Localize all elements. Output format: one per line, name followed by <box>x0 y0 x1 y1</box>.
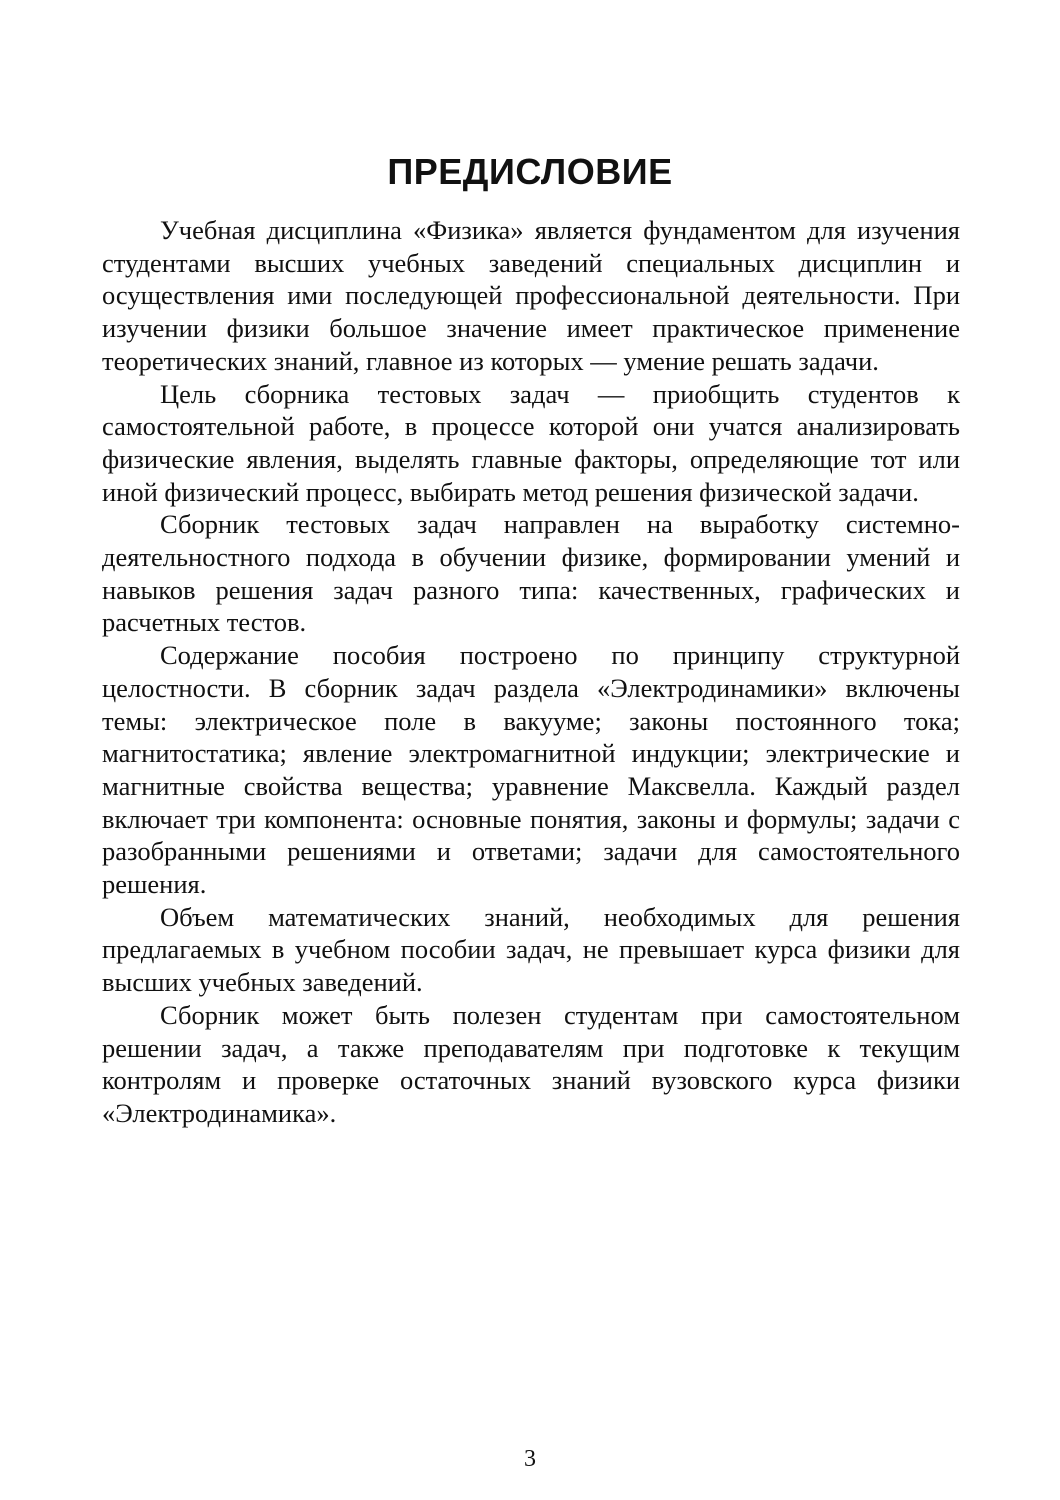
paragraph-4: Содержание пособия построено по принципу структурной целостности. В сборник задач раздела «Электродинамики» включены темы: электрическое поле в вакууме; законы постоянного тока; магнитостатика; явление электромагнитной индукции; электрические и магнитные свойства вещества; уравнение Максвелла. Каждый раздел включает три компонента: основные понятия, законы и формулы; задачи с разобранными решениями и ответами; задачи для самостоятельного решения. <box>102 640 960 900</box>
paragraph-6: Сборник может быть полезен студентам при самостоятельном решении задач, а также преподавателям при подготовке к текущим контролям и проверке остаточных знаний вузовского курса физики «Электродинамика». <box>102 999 960 1128</box>
page-title: ПРЕДИСЛОВИЕ <box>387 151 673 192</box>
paragraph-1: Учебная дисциплина «Физика» является фундаментом для изучения студентами высших учебных заведений специальных дисциплин и осуществления ими последующей профессиональной деятельности. При изучении физики большое значение имеет практическое применение теоретических знаний, главное из которых — умение решать задачи. <box>102 215 960 376</box>
preface-body <box>102 214 960 1130</box>
page-number: 3 <box>524 1446 536 1472</box>
paragraph-5: Объем математических знаний, необходимых для решения предлагаемых в учебном пособии задач, не превышает курса физики для высших учебных заведений. <box>102 901 960 998</box>
paragraph-2: Цель сборника тестовых задач — приобщить студентов к самостоятельной работе, в процессе которой они учатся анализировать физические явления, выделять главные факторы, определяющие тот или иной физический процесс, выбирать метод решения физической задачи. <box>102 378 960 507</box>
paragraph-3: Сборник тестовых задач направлен на выработку системно-деятельностного подхода в обучении физике, формировании умений и навыков решения задач разного типа: качественных, графических и расчетных тестов. <box>102 509 960 638</box>
